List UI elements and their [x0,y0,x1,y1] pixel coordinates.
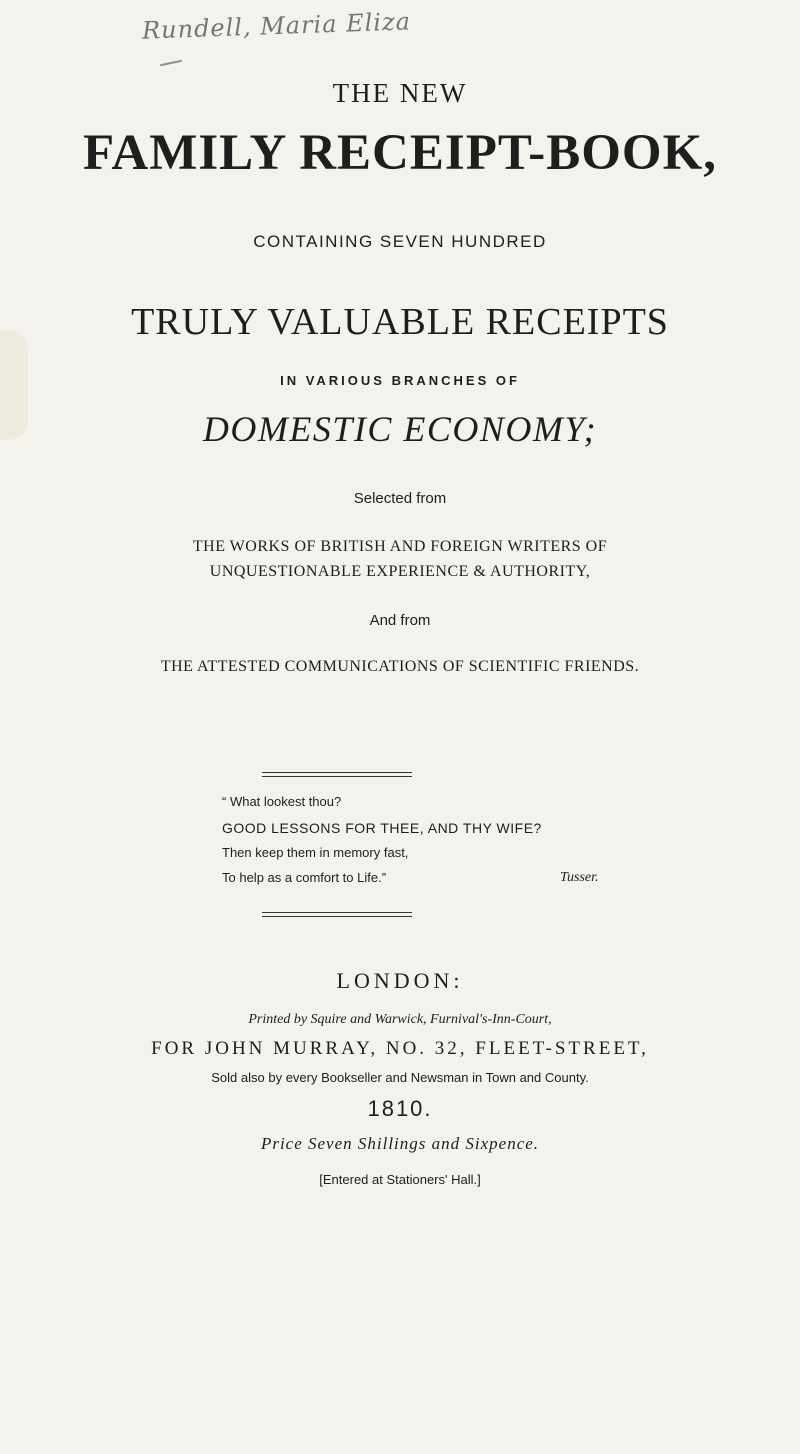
handwritten-underline [160,60,182,67]
imprint-publisher: FOR JOHN MURRAY, NO. 32, FLEET-STREET, [151,1038,649,1059]
imprint-sold-by: Sold also by every Bookseller and Newsman in Town and County. [211,1070,589,1085]
handwritten-author-note: Rundell, Maria Eliza [141,7,412,45]
imprint-entered: [Entered at Stationers' Hall.] [319,1172,481,1187]
epigraph-line-4: To help as a comfort to Life.” [222,870,387,885]
epigraph-line-1: “ What lookest thou? [222,794,342,809]
epigraph-line-3: Then keep them in memory fast, [222,845,409,860]
and-from: And from [369,612,431,629]
main-title: FAMILY RECEIPT-BOOK, [83,125,717,181]
rule-top-1 [262,772,412,773]
epigraph-author: Tusser. [560,870,599,885]
rule-bottom-1 [262,912,412,913]
subtitle-domestic-economy: DOMESTIC ECONOMY; [202,409,598,449]
rule-bottom-2 [262,916,412,917]
title-the-new: THE NEW [332,78,468,108]
subtitle-various-branches: IN VARIOUS BRANCHES OF [280,373,520,388]
selected-from: Selected from [353,490,447,507]
imprint-price: Price Seven Shillings and Sixpence. [260,1134,540,1153]
imprint-city: LONDON: [336,968,464,993]
epigraph-line-2: GOOD LESSONS FOR THEE, AND THY WIFE? [222,820,542,836]
works-line-2: UNQUESTIONABLE EXPERIENCE & AUTHORITY, [209,563,591,580]
imprint-printer: Printed by Squire and Warwick, Furnival's-Inn-Court, [248,1012,552,1027]
works-line-1: THE WORKS OF BRITISH AND FOREIGN WRITERS OF [192,538,608,555]
imprint-year: 1810. [367,1096,433,1121]
subtitle-truly-valuable: TRULY VALUABLE RECEIPTS [131,301,669,343]
attested-communications: THE ATTESTED COMMUNICATIONS OF SCIENTIFIC FRIENDS. [160,658,640,675]
rule-top-2 [262,776,412,777]
subtitle-containing: CONTAINING SEVEN HUNDRED [253,232,547,251]
